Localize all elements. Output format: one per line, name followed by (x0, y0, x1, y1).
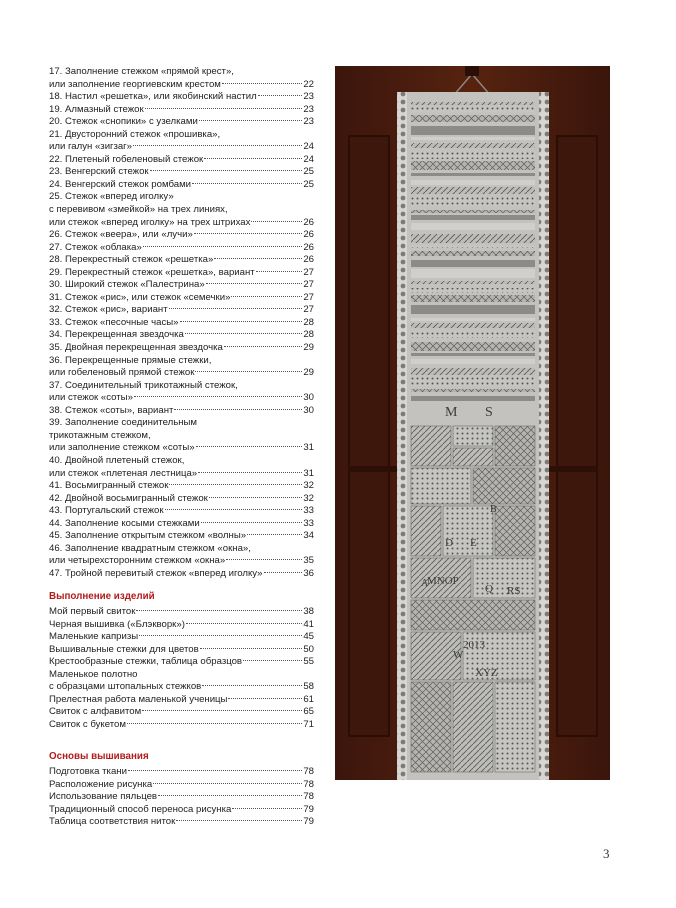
dot-leader (200, 648, 303, 649)
toc-entry (49, 329, 314, 342)
sampler-band (411, 143, 535, 148)
toc-entry (49, 417, 314, 455)
sampler-band (411, 389, 535, 392)
toc-entry (49, 543, 314, 568)
toc-entry (49, 342, 314, 355)
toc-page-number: 31 (303, 467, 314, 479)
sampler-band (411, 234, 535, 243)
toc-entry-title-line: 20. Стежок «снопики» с узелками (49, 116, 198, 128)
dot-leader (169, 484, 302, 485)
toc-page-number: 27 (303, 266, 314, 278)
toc-entry (49, 669, 314, 694)
toc-projects-list (49, 606, 314, 731)
toc-page-number: 79 (303, 816, 314, 828)
sampler-band (411, 107, 535, 112)
toc-entry-title-line: или четырехсторонним стежком «окна» (49, 555, 226, 567)
dot-leader (127, 723, 302, 724)
toc-page-number: 27 (303, 291, 314, 303)
toc-stitch-list (49, 66, 314, 580)
toc-page-number: 28 (303, 316, 314, 328)
embroidery-scroll-image (335, 66, 610, 780)
toc-entry-title-line: Маленькие капризы (49, 631, 139, 643)
sampler-band (411, 396, 535, 401)
sampler-band (411, 152, 535, 159)
toc-page-number: 27 (303, 304, 314, 316)
dot-leader (231, 296, 302, 297)
dot-leader (145, 108, 303, 109)
sampler-band (411, 331, 535, 338)
toc-entry (49, 804, 314, 817)
toc-page-number: 79 (303, 803, 314, 815)
toc-entry-title-line: 31. Стежок «рис», или стежок «семечки» (49, 291, 231, 303)
toc-page-number: 78 (303, 791, 314, 803)
toc-entry (49, 242, 314, 255)
toc-page-number: 65 (303, 706, 314, 718)
toc-page-number: 33 (303, 517, 314, 529)
toc-entry-title-line: Подготовка ткани (49, 765, 127, 777)
scroll-letter: S (485, 405, 493, 420)
sampler-band (411, 245, 535, 248)
toc-entry-title-line: 47. Тройной перевитый стежок «вперед иголку» (49, 567, 263, 579)
page-number: 3 (603, 846, 610, 861)
dot-leader (251, 221, 302, 222)
toc-entry (49, 518, 314, 531)
toc-entry (49, 179, 314, 192)
dot-leader (192, 183, 302, 184)
toc-entry (49, 154, 314, 167)
toc-entry (49, 292, 314, 305)
toc-entry-title-line: или стежок «вперед иголку» на трех штрихах (49, 216, 251, 228)
sampler-band (411, 305, 535, 314)
scroll-letter: E (470, 537, 477, 549)
toc-entry-title-line: Мой первый свиток (49, 605, 136, 617)
toc-entry-title-line: или стежок «соты» (49, 392, 133, 404)
toc-entry (49, 656, 314, 669)
sampler-band (411, 173, 535, 176)
toc-page-number: 31 (303, 442, 314, 454)
dot-leader (150, 170, 303, 171)
sampler-band (411, 126, 535, 135)
toc-entry-title-line: 21. Двусторонний стежок «прошивка», (49, 128, 221, 140)
sampler-band (411, 318, 535, 321)
dot-leader (165, 509, 303, 510)
dot-leader (158, 795, 302, 796)
toc-entry (49, 530, 314, 543)
toc-entry (49, 116, 314, 129)
section-title-projects: Выполнение изделий (49, 591, 155, 603)
sampler-band (411, 353, 535, 356)
toc-entry (49, 104, 314, 117)
toc-entry (49, 267, 314, 280)
toc-entry (49, 493, 314, 506)
toc-page-number: 22 (303, 78, 314, 90)
toc-page-number: 30 (303, 392, 314, 404)
toc-entry-title-line: 18. Настил «решетка», или якобинский настил (49, 91, 257, 103)
toc-entry (49, 279, 314, 292)
sampler-block (411, 682, 451, 772)
table-of-contents (49, 66, 314, 829)
toc-page-number: 71 (303, 718, 314, 730)
dot-leader (222, 83, 302, 84)
toc-entry (49, 304, 314, 317)
toc-entry-title-line: или галун «зигзаг» (49, 141, 133, 153)
toc-entry (49, 91, 314, 104)
toc-entry-title-line: Черная вышивка («Блэкворк») (49, 618, 185, 630)
sampler-band (411, 137, 535, 140)
toc-page-number: 33 (303, 505, 314, 517)
sampler-band (411, 359, 535, 364)
sampler-block (411, 468, 471, 504)
embroidery-scroll-photo (335, 66, 610, 780)
toc-page-number: 23 (303, 103, 314, 115)
sampler-band (411, 197, 535, 206)
toc-entry-title-line: 46. Заполнение квадратным стежком «окна», (49, 542, 251, 554)
sampler-band (411, 269, 535, 278)
dot-leader (174, 409, 302, 410)
scroll-letter: M (445, 405, 458, 420)
dot-leader (224, 346, 303, 347)
toc-page-number: 29 (303, 367, 314, 379)
toc-entry (49, 254, 314, 267)
toc-entry-title-line: 37. Соединительный трикотажный стежок, (49, 379, 238, 391)
sampler-block (411, 600, 535, 630)
toc-page-number: 25 (303, 166, 314, 178)
toc-entry-title-line: Свиток с букетом (49, 718, 126, 730)
sampler-band (411, 102, 535, 105)
toc-entry (49, 317, 314, 330)
dot-leader (128, 770, 302, 771)
toc-entry-title-line: 27. Стежок «облака» (49, 241, 142, 253)
toc-entry-title-line: Вышивальные стежки для цветов (49, 643, 199, 655)
toc-page-number: 29 (303, 342, 314, 354)
toc-entry-title-line: 22. Плетеный гобеленовый стежок (49, 153, 204, 165)
toc-entry-title-line: трикотажным стежком, (49, 429, 151, 441)
toc-entry-title-line: Использование пяльцев (49, 791, 158, 803)
toc-entry-title-line: Свиток с алфавитом (49, 706, 142, 718)
toc-entry (49, 405, 314, 418)
sampler-band (411, 288, 535, 293)
sampler-band (411, 215, 535, 220)
toc-entry (49, 380, 314, 405)
toc-entry (49, 229, 314, 242)
toc-page-number: 58 (303, 681, 314, 693)
toc-page-number: 28 (303, 329, 314, 341)
toc-entry-title-line: 17. Заполнение стежком «прямой крест», (49, 66, 234, 77)
sampler-block (495, 506, 535, 556)
dot-leader (256, 271, 303, 272)
sampler-block (411, 426, 451, 466)
toc-entry-title-line: или стежок «плетеная лестница» (49, 467, 198, 479)
toc-entry-title-line: Таблица соответствия ниток (49, 816, 176, 828)
toc-entry (49, 694, 314, 707)
toc-entry-title-line: 19. Алмазный стежок (49, 103, 144, 115)
toc-entry (49, 480, 314, 493)
dot-leader (198, 472, 302, 473)
toc-entry (49, 619, 314, 632)
toc-page-number: 25 (303, 178, 314, 190)
dot-leader (194, 233, 303, 234)
toc-entry-title-line: 25. Стежок «вперед иголку» (49, 191, 174, 203)
toc-page-number: 35 (303, 555, 314, 567)
toc-entry-title-line: Маленькое полотно (49, 668, 138, 680)
sampler-band (411, 115, 535, 122)
toc-entry (49, 706, 314, 719)
sampler-band (411, 210, 535, 213)
toc-entry-title-line: или заполнение георгиевским крестом (49, 78, 221, 90)
dot-leader (228, 698, 302, 699)
scroll-letter: D (445, 537, 453, 549)
sampler-band (411, 295, 535, 302)
toc-entry (49, 191, 314, 229)
dot-leader (139, 635, 302, 636)
sampler-band (411, 368, 535, 375)
scroll-letter: Q (485, 583, 493, 595)
toc-page-number: 34 (303, 530, 314, 542)
section-title-basics: Основы вышивания (49, 751, 149, 763)
sampler-band (411, 281, 535, 284)
sampler-band (411, 342, 535, 351)
toc-entry (49, 816, 314, 829)
toc-entry-title-line: 24. Венгерский стежок ромбами (49, 178, 192, 190)
toc-entry (49, 568, 314, 581)
toc-page-number: 26 (303, 241, 314, 253)
scroll-letter: A (421, 578, 429, 589)
toc-page-number: 23 (303, 91, 314, 103)
dot-leader (264, 572, 303, 573)
sampler-band (411, 223, 535, 230)
sampler-block (411, 506, 441, 556)
dot-leader (226, 559, 302, 560)
toc-entry-title-line: Расположение рисунка (49, 778, 153, 790)
dot-leader (202, 685, 302, 686)
sampler-block (473, 558, 535, 598)
toc-entry (49, 606, 314, 619)
toc-page-number: 41 (303, 618, 314, 630)
toc-page-number: 55 (303, 656, 314, 668)
dot-leader (199, 120, 303, 121)
scroll-letter: W (453, 649, 464, 661)
toc-entry-title-line: Крестообразные стежки, таблица образцов (49, 656, 243, 668)
toc-entry-title-line: 29. Перекрестный стежок «решетка», вариант (49, 266, 255, 278)
toc-page-number: 32 (303, 492, 314, 504)
dot-leader (133, 145, 302, 146)
toc-entry-title-line: Традиционный способ переноса рисунка (49, 803, 232, 815)
dot-leader (180, 321, 303, 322)
toc-entry-title-line: 40. Двойной плетеный стежок, (49, 454, 185, 466)
toc-page-number: 45 (303, 631, 314, 643)
sampler-block (453, 426, 493, 446)
dot-leader (243, 660, 302, 661)
sampler-band (411, 187, 535, 194)
toc-entry-title-line: 36. Перекрещенные прямые стежки, (49, 354, 212, 366)
toc-entry-title-line: 45. Заполнение открытым стежком «волны» (49, 530, 247, 542)
dot-leader (196, 446, 303, 447)
sampler-block (473, 468, 535, 504)
toc-entry-title-line: 32. Стежок «рис», вариант (49, 304, 168, 316)
toc-entry-title-line: 42. Двойной восьмигранный стежок (49, 492, 208, 504)
scroll-year: 2013 (463, 639, 485, 651)
dot-leader (206, 283, 303, 284)
toc-entry (49, 355, 314, 380)
toc-entry (49, 719, 314, 732)
toc-page-number: 50 (303, 643, 314, 655)
toc-entry-title-line: 38. Стежок «соты», вариант (49, 404, 174, 416)
sampler-band (411, 251, 535, 256)
scroll-letter: RS (507, 585, 521, 597)
toc-entry-title-line: 44. Заполнение косыми стежками (49, 517, 200, 529)
dot-leader (209, 497, 302, 498)
toc-basics-list (49, 766, 314, 829)
toc-entry (49, 455, 314, 480)
dot-leader (247, 534, 302, 535)
toc-entry (49, 779, 314, 792)
sampler-block (495, 682, 535, 772)
toc-entry-title-line: 41. Восьмигранный стежок (49, 480, 169, 492)
sampler-band (411, 323, 535, 328)
toc-entry (49, 766, 314, 779)
sampler-band (411, 377, 535, 386)
toc-page-number: 38 (303, 605, 314, 617)
dot-leader (153, 783, 302, 784)
dot-leader (258, 95, 303, 96)
dot-leader (169, 308, 303, 309)
dot-leader (232, 808, 302, 809)
toc-entry-title-line: или гобеленовый прямой стежок (49, 367, 195, 379)
sampler-block (453, 448, 493, 466)
toc-page-number: 26 (303, 229, 314, 241)
toc-entry-title-line: 28. Перекрестный стежок «решетка» (49, 254, 214, 266)
dot-leader (185, 333, 302, 334)
toc-page-number: 78 (303, 778, 314, 790)
toc-entry (49, 129, 314, 154)
toc-entry (49, 166, 314, 179)
toc-page-number: 36 (303, 567, 314, 579)
toc-entry-title-line: 43. Португальский стежок (49, 505, 164, 517)
dot-leader (201, 522, 303, 523)
toc-page-number: 32 (303, 480, 314, 492)
toc-page-number: 78 (303, 765, 314, 777)
toc-entry-title-line: 23. Венгерский стежок (49, 166, 149, 178)
dot-leader (195, 371, 302, 372)
toc-entry-title-line: 33. Стежок «песочные часы» (49, 316, 179, 328)
toc-entry-title-line: 39. Заполнение соединительным (49, 417, 198, 429)
scroll-letter: B (490, 504, 497, 515)
toc-entry (49, 791, 314, 804)
toc-entry-title-line: 26. Стежок «веера», или «лучи» (49, 229, 193, 241)
toc-page-number: 24 (303, 141, 314, 153)
sampler-band (411, 260, 535, 267)
toc-entry (49, 644, 314, 657)
toc-page-number: 30 (303, 404, 314, 416)
dot-leader (204, 158, 302, 159)
dot-leader (134, 396, 302, 397)
sampler-block (495, 426, 535, 466)
sampler-block (453, 682, 493, 772)
toc-page-number: 23 (303, 116, 314, 128)
dot-leader (186, 623, 302, 624)
toc-entry-title-line: или заполнение стежком «соты» (49, 442, 195, 454)
toc-entry-title-line: 34. Перекрещенная звездочка (49, 329, 184, 341)
toc-entry (49, 631, 314, 644)
toc-entry-title-line: Прелестная работа маленькой ученицы (49, 693, 228, 705)
toc-page-number: 26 (303, 216, 314, 228)
sampler-band (411, 161, 535, 170)
dot-leader (143, 246, 303, 247)
toc-entry-title-line: 30. Широкий стежок «Палестрина» (49, 279, 205, 291)
dot-leader (142, 710, 302, 711)
toc-entry-title-line: 35. Двойная перекрещенная звездочка (49, 342, 223, 354)
dot-leader (136, 610, 302, 611)
toc-page-number: 26 (303, 254, 314, 266)
sampler-band (411, 180, 535, 185)
toc-page-number: 61 (303, 693, 314, 705)
toc-entry (49, 66, 314, 91)
dot-leader (176, 820, 302, 821)
toc-page-number: 27 (303, 279, 314, 291)
toc-entry-title-line: с образцами штопальных стежков (49, 681, 202, 693)
scroll-letter: MNOP (427, 575, 459, 587)
toc-entry-title-line: с перевивом «змейкой» на трех линиях, (49, 204, 228, 216)
toc-entry (49, 505, 314, 518)
dot-leader (214, 258, 302, 259)
scroll-letter: XYZ (475, 667, 498, 679)
toc-page-number: 24 (303, 153, 314, 165)
